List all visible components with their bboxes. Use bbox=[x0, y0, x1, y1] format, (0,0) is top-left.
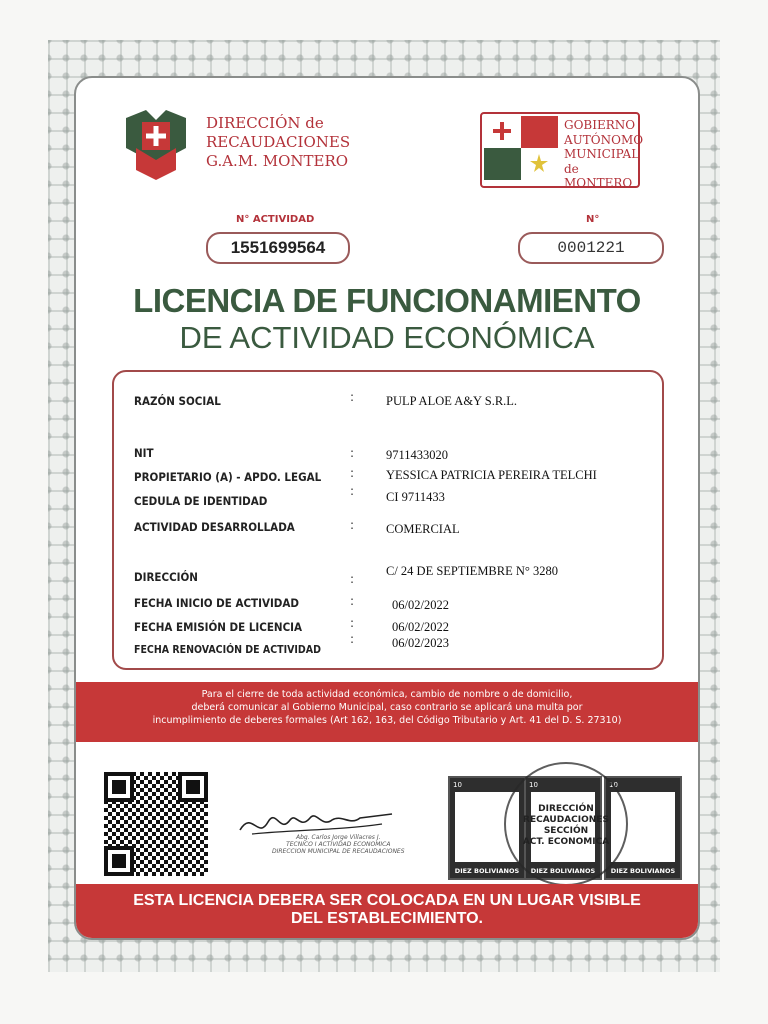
field-label-fecha-inicio: FECHA INICIO DE ACTIVIDAD bbox=[134, 596, 299, 610]
colon: : bbox=[350, 572, 355, 586]
field-value-direccion: C/ 24 DE SEPTIEMBRE N° 3280 bbox=[386, 564, 559, 578]
page-subtitle: DE ACTIVIDAD ECONÓMICA bbox=[179, 320, 595, 355]
field-value-actividad: COMERCIAL bbox=[386, 522, 460, 536]
colon: : bbox=[350, 390, 355, 404]
footer-line1: ESTA LICENCIA DEBERA SER COLOCADA EN UN LUGAR VISIBLE bbox=[133, 892, 641, 909]
signature-title: TECNICO I ACTIVIDAD ECONOMICA bbox=[286, 841, 391, 848]
field-label-direccion: DIRECCIÓN bbox=[134, 570, 198, 584]
colon: : bbox=[350, 632, 355, 646]
municipal-flag-icon bbox=[484, 116, 558, 180]
seal-line2: RECAUDACIONES bbox=[523, 815, 609, 825]
field-value-cedula: CI 9711433 bbox=[386, 490, 445, 504]
gam-line4: MONTERO bbox=[564, 176, 633, 190]
field-label-razon-social: RAZÓN SOCIAL bbox=[134, 394, 221, 408]
seal-line3: SECCIÓN bbox=[543, 826, 589, 836]
field-value-fecha-emision: 06/02/2022 bbox=[392, 620, 449, 634]
seal-line1: DIRECCIÓN bbox=[538, 804, 594, 814]
stamp-caption: DIEZ BOLIVIANOS bbox=[530, 867, 596, 875]
stamp-value: 10 bbox=[529, 781, 538, 789]
stamp-caption: DIEZ BOLIVIANOS bbox=[610, 867, 676, 875]
signature-department: DIRECCION MUNICIPAL DE RECAUDACIONES bbox=[272, 848, 405, 855]
colon: : bbox=[350, 594, 355, 608]
colon: : bbox=[350, 466, 355, 480]
field-label-cedula: CEDULA DE IDENTIDAD bbox=[134, 494, 268, 508]
recaudaciones-logo-icon bbox=[122, 108, 190, 182]
field-value-nit: 9711433020 bbox=[386, 448, 449, 462]
recaudaciones-line3: G.A.M. MONTERO bbox=[206, 152, 349, 170]
gam-name bbox=[564, 118, 643, 191]
notice-line2: deberá comunicar al Gobierno Municipal, caso contrario se aplicará una multa por bbox=[191, 702, 583, 713]
actividad-number-value: 1551699564 bbox=[206, 232, 350, 264]
stamp-value: 10 bbox=[609, 781, 618, 789]
gam-line1: GOBIERNO bbox=[564, 118, 636, 132]
seal-text bbox=[506, 804, 626, 848]
qr-finder-pattern bbox=[178, 772, 208, 802]
field-label-propietario: PROPIETARIO (A) - APDO. LEGAL bbox=[134, 470, 322, 484]
gam-line3: MUNICIPAL de bbox=[564, 147, 640, 176]
colon: : bbox=[350, 484, 355, 498]
notice-line1: Para el cierre de toda actividad económica, cambio de nombre o de domicilio, bbox=[201, 689, 573, 700]
field-value-fecha-inicio: 06/02/2022 bbox=[392, 598, 449, 612]
signature-name: Abg. Carlos Jorge Villacres J. bbox=[296, 834, 381, 841]
field-value-fecha-renovacion: 06/02/2023 bbox=[392, 636, 449, 650]
stamp-value: 10 bbox=[453, 781, 462, 789]
qr-finder-pattern bbox=[104, 772, 134, 802]
license-details-box bbox=[112, 370, 664, 670]
field-label-fecha-emision: FECHA EMISIÓN DE LICENCIA bbox=[134, 620, 303, 634]
footer-line2: DEL ESTABLECIMIENTO. bbox=[290, 910, 483, 927]
recaudaciones-name bbox=[206, 114, 350, 171]
actividad-number-label: N° ACTIVIDAD bbox=[236, 214, 315, 225]
footer-band bbox=[76, 884, 698, 938]
notice-band bbox=[76, 682, 698, 742]
recaudaciones-line2: RECAUDACIONES bbox=[206, 133, 351, 151]
qr-finder-pattern bbox=[104, 846, 134, 876]
field-label-nit: NIT bbox=[134, 446, 154, 460]
colon: : bbox=[350, 446, 355, 460]
field-label-actividad: ACTIVIDAD DESARROLLADA bbox=[134, 520, 295, 534]
recaudaciones-line1: DIRECCIÓN de bbox=[206, 114, 324, 132]
signature-caption bbox=[272, 834, 405, 855]
colon: : bbox=[350, 518, 355, 532]
license-document bbox=[74, 76, 700, 940]
page-title: LICENCIA DE FUNCIONAMIENTO bbox=[133, 282, 641, 319]
gam-montero-logo bbox=[480, 112, 644, 190]
field-value-razon-social: PULP ALOE A&Y S.R.L. bbox=[386, 394, 518, 408]
qr-code[interactable] bbox=[104, 772, 208, 876]
seal-line4: ACT. ECONOMICA bbox=[522, 837, 610, 847]
official-seal-stamp bbox=[504, 762, 628, 886]
gam-line2: AUTÓNOMO bbox=[564, 132, 644, 147]
field-label-fecha-renovacion: FECHA RENOVACIÓN DE ACTIVIDAD bbox=[134, 644, 321, 656]
license-number-label: N° bbox=[586, 214, 600, 225]
notice-line3: incumplimiento de deberes formales (Art 162, 163, del Código Tributario y Art. 41 del D. S. 27310) bbox=[152, 715, 622, 726]
colon: : bbox=[350, 616, 355, 630]
stamp-caption: DIEZ BOLIVIANOS bbox=[454, 867, 520, 875]
license-number-value: 0001221 bbox=[518, 232, 664, 264]
field-value-propietario: YESSICA PATRICIA PEREIRA TELCHI bbox=[386, 468, 597, 482]
